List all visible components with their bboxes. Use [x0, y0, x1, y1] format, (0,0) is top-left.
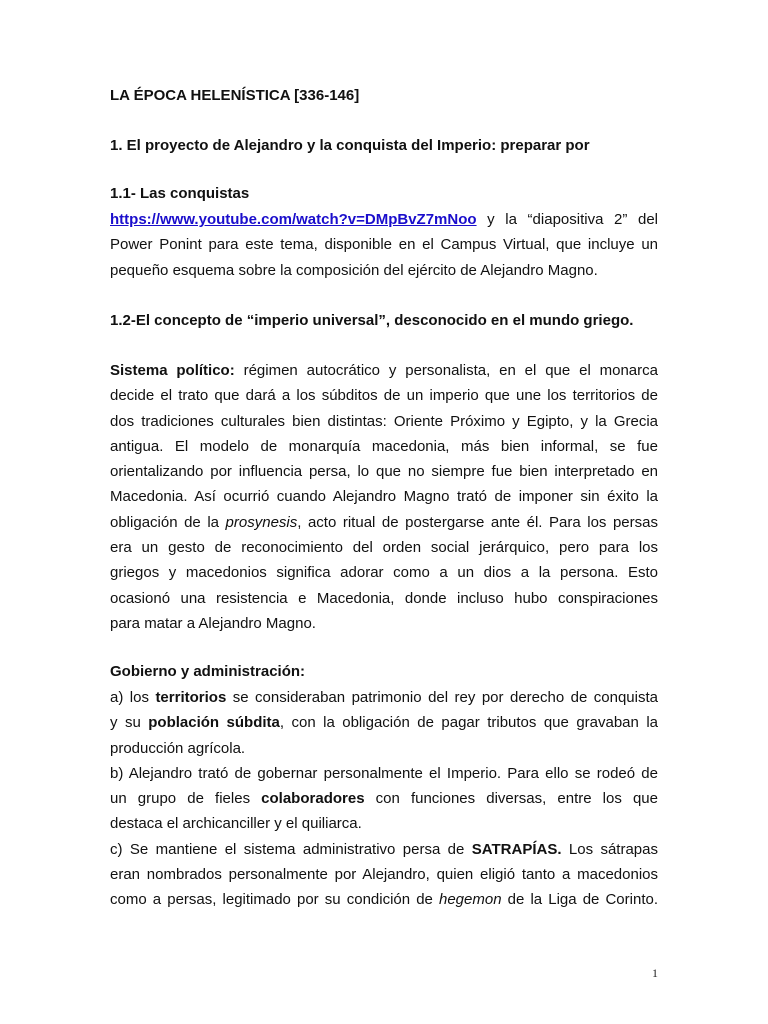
paragraph-line: era un gesto de reconocimiento del orden social jerárquico, pero para los — [110, 539, 658, 557]
sistema-politico-label: Sistema político: — [110, 362, 235, 379]
paragraph-line: a) los territorios se consideraban patrimonio del rey por derecho de conquista — [110, 689, 658, 706]
paragraph-line: c) Se mantiene el sistema administrativo persa de SATRAPÍAS. Los sátrapas — [110, 840, 658, 858]
paragraph-line: dos tradiciones culturales bien distintas: Oriente Próximo y Egipto, y la Grecia — [110, 412, 658, 430]
document-page — [110, 0, 658, 1024]
gobierno-paragraph — [110, 685, 658, 913]
paragraph-line: eran nombrados personalmente por Alejandro, quien eligió tanto a macedonios — [110, 866, 658, 884]
prosynesis-term: prosynesis — [225, 513, 298, 531]
section-1-1-paragraph — [110, 207, 658, 283]
sistema-politico-paragraph — [110, 358, 658, 636]
paragraph-line: Sistema político: régimen autocrático y personalista, en el que el monarca — [110, 362, 658, 379]
paragraph-line: pequeño esquema sobre la composición del ejército de Alejandro Magno. — [110, 261, 598, 279]
paragraph-line: Macedonia. Así ocurrió cuando Alejandro Magno trató de imponer sin éxito la — [110, 488, 658, 506]
paragraph-line: destaca el archicanciller y el quiliarca. — [110, 815, 362, 833]
paragraph-line: obligación de la prosynesis, acto ritual de postergarse ante él. Para los persas — [110, 513, 658, 531]
paragraph-line: decide el trato que dará a los súbditos de un imperio que une los territorios de — [110, 387, 658, 405]
page-number: 1 — [652, 966, 658, 980]
hegemon-term: hegemon — [439, 891, 502, 909]
paragraph-line: b) Alejandro trató de gobernar personalmente el Imperio. Para ello se rodeó de — [110, 764, 658, 782]
section-1-2-heading: 1.2-El concepto de “imperio universal”, desconocido en el mundo griego. — [110, 312, 634, 329]
youtube-link[interactable]: https://www.youtube.com/watch?v=DMpBvZ7mNoo — [110, 211, 477, 228]
document-title: LA ÉPOCA HELENÍSTICA [336-146] — [110, 87, 360, 104]
paragraph-line: un grupo de fieles colaboradores con funciones diversas, entre los que — [110, 790, 658, 808]
paragraph-line: producción agrícola. — [110, 739, 246, 757]
paragraph-line: orientalizando por influencia persa, lo que no siempre fue bien interpretado en — [110, 463, 658, 481]
paragraph-line: griegos y macedonios significa adorar como a un dios a la persona. Esto — [110, 564, 658, 582]
paragraph-line: como a persas, legitimado por su condición de hegemon de la Liga de Corinto. — [110, 891, 659, 909]
paragraph-line: https://www.youtube.com/watch?v=DMpBvZ7mNoo y la “diapositiva 2” del — [110, 211, 658, 228]
section-1-heading: 1. El proyecto de Alejandro y la conquista del Imperio: preparar por — [110, 137, 590, 154]
paragraph-line: Power Ponint para este tema, disponible en el Campus Virtual, que incluye un — [110, 236, 658, 254]
paragraph-line: y su población súbdita, con la obligación de pagar tributos que gravaban la — [110, 714, 658, 732]
paragraph-line: ocasionó una resistencia e Macedonia, donde incluso hubo conspiraciones — [110, 589, 658, 607]
gobierno-heading: Gobierno y administración: — [110, 663, 306, 680]
section-1-1-heading: 1.1- Las conquistas — [110, 185, 250, 202]
paragraph-line: antigua. El modelo de monarquía macedonia, más bien informal, se fue — [110, 437, 658, 455]
paragraph-line: para matar a Alejandro Magno. — [110, 614, 316, 632]
